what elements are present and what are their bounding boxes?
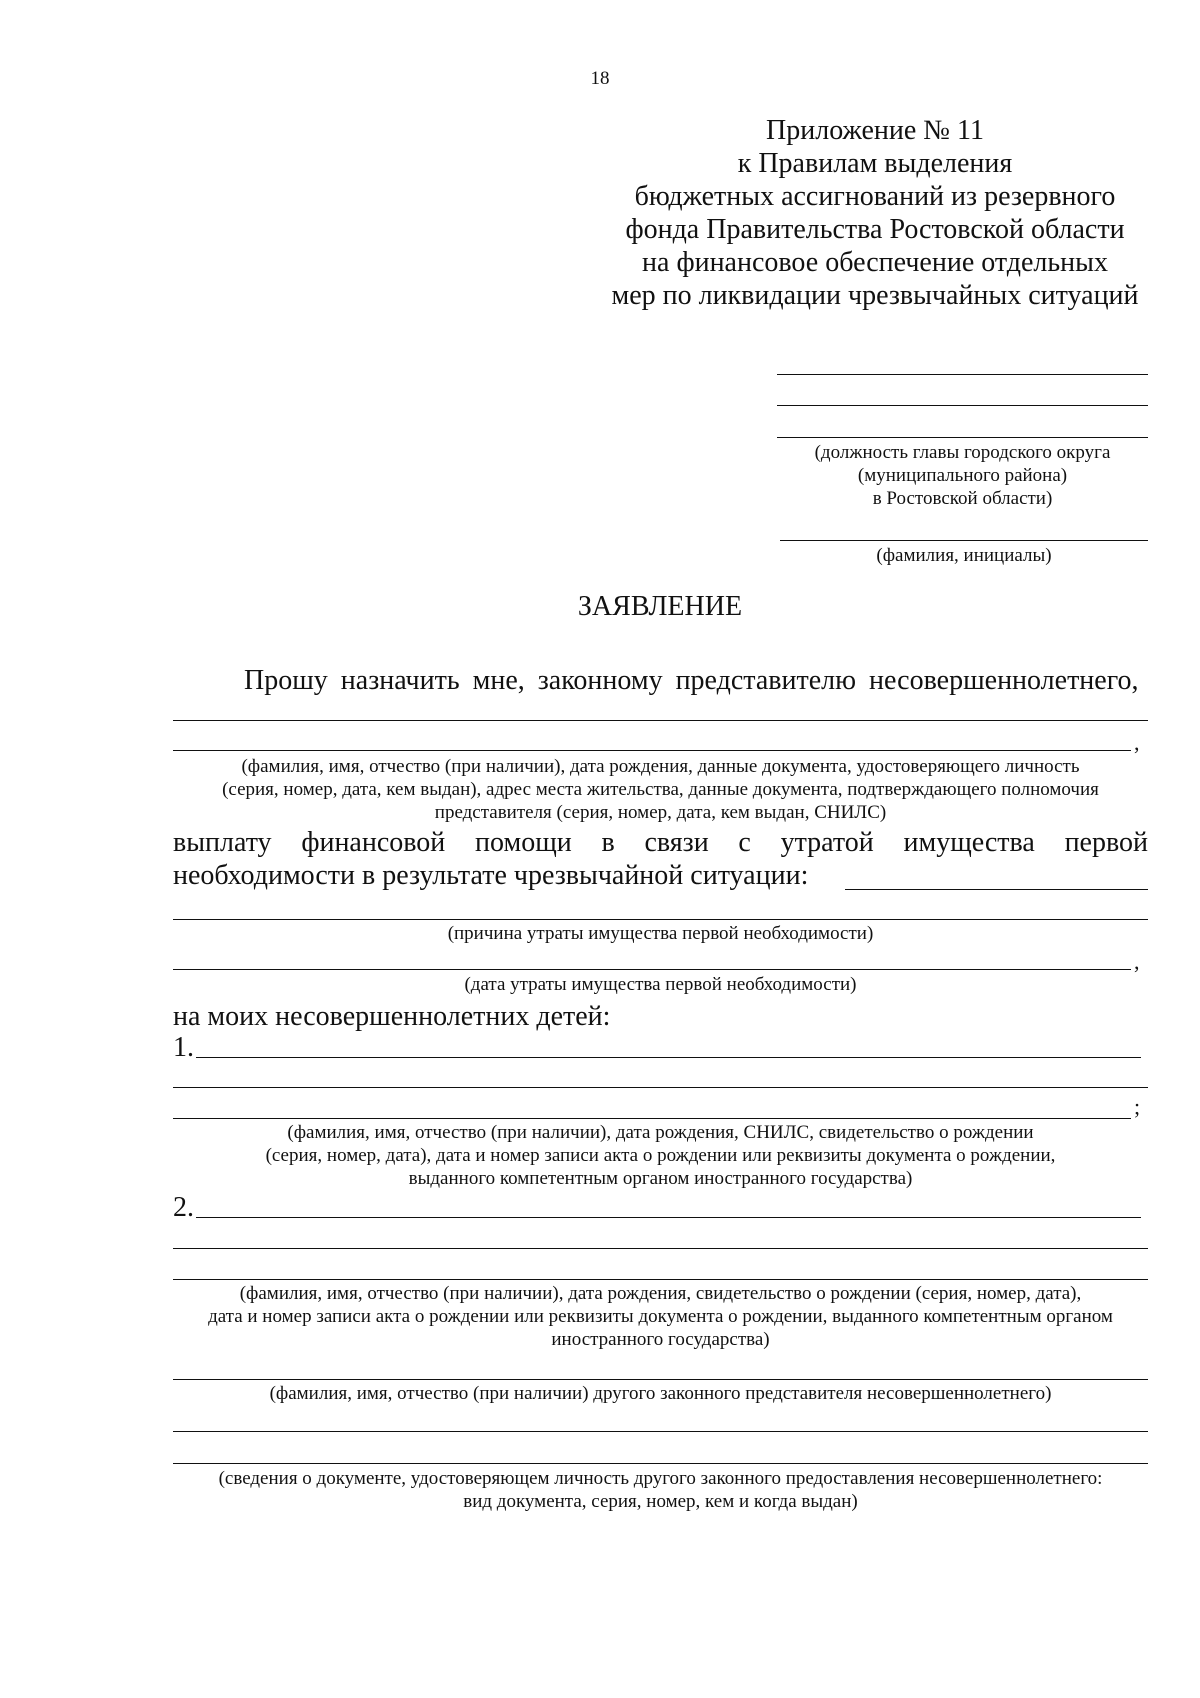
comma: , (1134, 730, 1140, 755)
representative-caption: (фамилия, имя, отчество (при наличии), дата рождения, данные документа, удостоверяющего личность (серия, номер, дата, кем выдан), адрес места жительства, данные документа, подтверждающего полномочия представителя (серия, номер, дата, кем выдан, СНИЛС) (222, 756, 1099, 823)
child2-line[interactable] (173, 1248, 1148, 1249)
appendix-line: к Правилам выделения (737, 148, 1013, 179)
child2-caption: (фамилия, имя, отчество (при наличии), дата рождения, свидетельство о рождении (серия, номер, дата), дата и номер записи акта о рождении или реквизиты документа о рождении, выданного компетентным органом иностранного государства) (208, 1283, 1113, 1350)
payment-text-line1: выплату финансовой помощи в связи с утратой имущества первой (173, 827, 1148, 858)
addressee-name-line[interactable] (780, 540, 1148, 541)
other-document-line[interactable] (173, 1431, 1148, 1432)
child1-line[interactable] (196, 1057, 1141, 1058)
payment-inline-line[interactable] (845, 889, 1148, 890)
child1-number: 1. (173, 1032, 194, 1063)
payment-text-line2: необходимости в результате чрезвычайной ситуации: (173, 860, 809, 891)
representative-line[interactable] (173, 750, 1131, 751)
child2-line[interactable] (196, 1217, 1141, 1218)
intro-text: Прошу назначить мне, законному представителю несовершеннолетнего, (244, 665, 1139, 696)
document-title: ЗАЯВЛЕНИЕ (577, 591, 743, 622)
addressee-line[interactable] (777, 437, 1148, 438)
child1-line[interactable] (173, 1118, 1131, 1119)
addressee-position-caption: (должность главы городского округа (муниципального района) в Ростовской области) (814, 442, 1111, 509)
other-document-line[interactable] (173, 1463, 1148, 1464)
other-representative-caption: (фамилия, имя, отчество (при наличии) другого законного представителя несовершеннолетнего) (269, 1383, 1052, 1404)
date-caption: (дата утраты имущества первой необходимости) (464, 974, 857, 995)
child1-caption: (фамилия, имя, отчество (при наличии), дата рождения, СНИЛС, свидетельство о рождении (серия, номер, дата), дата и номер записи акта о рождении или реквизиты документа о рождении, выданного компетентным органом иностранного государства) (265, 1122, 1056, 1189)
appendix-line: бюджетных ассигнований из резервного (634, 181, 1116, 212)
addressee-line[interactable] (777, 374, 1148, 375)
addressee-name-caption: (фамилия, инициалы) (876, 545, 1052, 566)
reason-line[interactable] (173, 919, 1148, 920)
appendix-line: фонда Правительства Ростовской области (625, 214, 1125, 245)
child2-number: 2. (173, 1192, 194, 1223)
appendix-header (600, 114, 1150, 312)
other-document-caption: (сведения о документе, удостоверяющем личность другого законного предоставления несовершеннолетнего: вид документа, серия, номер, кем и когда выдан) (218, 1468, 1103, 1512)
reason-caption: (причина утраты имущества первой необходимости) (447, 923, 874, 944)
page-number: 18 (590, 68, 610, 89)
appendix-line: Приложение № 11 (766, 115, 984, 146)
appendix-line: мер по ликвидации чрезвычайных ситуаций (611, 280, 1139, 311)
date-line[interactable] (173, 969, 1131, 970)
child2-line[interactable] (173, 1279, 1148, 1280)
representative-line[interactable] (173, 720, 1148, 721)
comma: , (1134, 949, 1140, 974)
other-representative-line[interactable] (173, 1379, 1148, 1380)
semicolon: ; (1134, 1094, 1141, 1119)
addressee-line[interactable] (777, 405, 1148, 406)
children-intro: на моих несовершеннолетних детей: (173, 1001, 611, 1032)
child1-line[interactable] (173, 1087, 1148, 1088)
appendix-line: на финансовое обеспечение отдельных (642, 247, 1108, 278)
